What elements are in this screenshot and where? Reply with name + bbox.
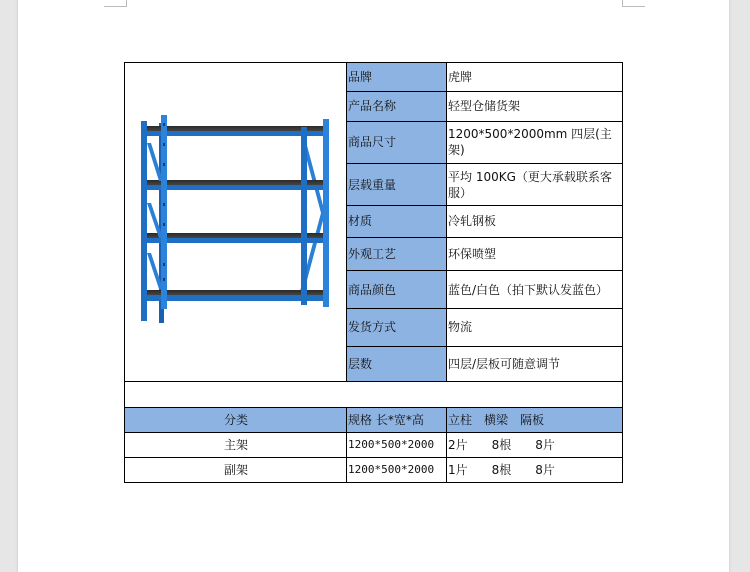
- variant-header-size: 规格 长*宽*高: [347, 408, 447, 433]
- document-page: [18, 0, 729, 572]
- spec-label: 商品颜色: [347, 270, 447, 308]
- variant-size: 1200*500*2000: [347, 458, 447, 483]
- spec-label: 材质: [347, 206, 447, 237]
- spec-value: 轻型仓储货架: [447, 92, 623, 121]
- spec-value: 物流: [447, 309, 623, 346]
- spacer-row: [125, 382, 623, 408]
- spec-label: 层载重量: [347, 163, 447, 205]
- steel-shelving-rack-icon: [125, 63, 345, 377]
- variant-category: 主架: [125, 433, 347, 458]
- spec-value: 冷轧钢板: [447, 206, 623, 237]
- page-corner-mark: [104, 0, 127, 7]
- spec-label: 发货方式: [347, 309, 447, 346]
- variant-header-category: 分类: [125, 408, 347, 433]
- spec-value: 四层/层板可随意调节: [447, 346, 623, 381]
- product-spec-table: [124, 62, 623, 483]
- spec-value: 蓝色/白色（拍下默认发蓝色）: [447, 270, 623, 308]
- spec-label: 层数: [347, 346, 447, 381]
- page-corner-mark: [622, 0, 645, 7]
- variant-size: 1200*500*2000: [347, 433, 447, 458]
- spec-label: 产品名称: [347, 92, 447, 121]
- product-image-cell: [125, 63, 347, 382]
- spec-label: 品牌: [347, 63, 447, 92]
- spec-value: 平均 100KG（更大承载联系客服）: [447, 163, 623, 205]
- spec-value: 环保喷塑: [447, 237, 623, 270]
- spec-value: 1200*500*2000mm 四层(主架): [447, 121, 623, 163]
- variant-parts: 1片 8根 8片: [447, 458, 623, 483]
- variant-header-parts: 立柱 横梁 隔板: [447, 408, 623, 433]
- variant-parts: 2片 8根 8片: [447, 433, 623, 458]
- spec-label: 商品尺寸: [347, 121, 447, 163]
- variant-category: 副架: [125, 458, 347, 483]
- spec-value: 虎牌: [447, 63, 623, 92]
- spec-label: 外观工艺: [347, 237, 447, 270]
